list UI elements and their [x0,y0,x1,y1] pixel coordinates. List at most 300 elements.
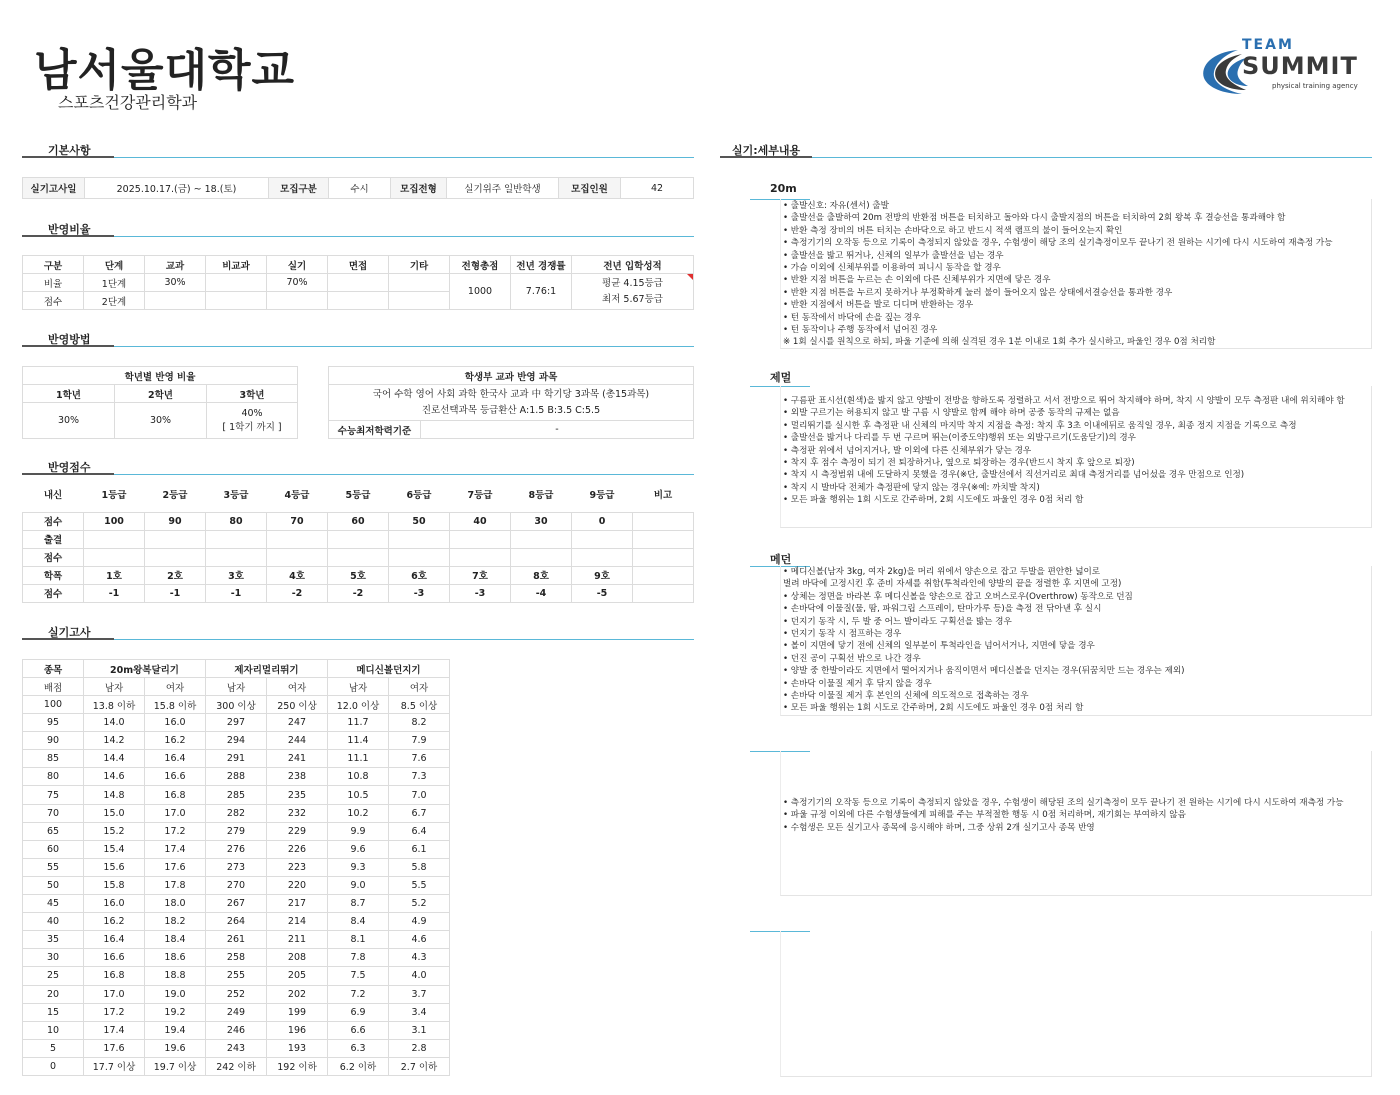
practical-record: 244 [267,732,328,750]
detail-ball-title: 메던 [770,553,792,566]
grade-score-note [633,512,694,530]
violence-score-cell: -5 [572,584,633,602]
practical-record: 16.6 [145,768,206,786]
section-ratio-line [22,236,694,237]
practical-record: 18.8 [145,967,206,985]
practical-record: 16.6 [84,949,145,967]
attendance-cell [389,530,450,548]
violence-score-cell: -1 [206,584,267,602]
score-table [22,484,694,603]
practical-record: 192 이하 [267,1057,328,1075]
attendance-score-note [633,548,694,566]
score-header: 9등급 [572,484,633,504]
practical-empty [450,1039,694,1057]
practical-record: 7.5 [328,967,389,985]
practical-record: 19.2 [145,1003,206,1021]
detail-empty-box [780,931,1372,1077]
practical-record: 7.2 [328,985,389,1003]
detail-rule-item: • 착지 후 점수 측정이 되기 전 퇴장하거나, 옆으로 퇴장하는 경우(반드시 착지 후 앞으로 퇴장) [783,458,1135,469]
practical-record: 300 이상 [206,696,267,714]
practical-record: 282 [206,804,267,822]
grade-score-cell: 0 [572,512,633,530]
practical-row [23,804,694,822]
practical-points: 10 [23,1021,84,1039]
attendance-score-cell [572,548,633,566]
practical-points: 25 [23,967,84,985]
detail-rule-item: • 구름판 표시선(흰색)을 밟지 않고 양발이 전방을 향하도록 정렬하고 서서 전방으로 뛰어 착지해야 하며, 착지 시 양발이 모두 측정판 내에 위치해야 함 [783,396,1345,406]
violence-level-cell: 1호 [84,566,145,584]
practical-record: 9.6 [328,840,389,858]
attendance-cell [206,530,267,548]
section-practical-underline [22,638,114,640]
practical-record: 2.7 이하 [389,1057,450,1075]
ratio-header: 비교과 [206,256,267,274]
violence-level-cell: 3호 [206,566,267,584]
violence-level-cell: 7호 [450,566,511,584]
attendance-cell [145,530,206,548]
subject-table [328,366,694,439]
practical-record: 18.0 [145,895,206,913]
grade-score-cell: 30 [511,512,572,530]
practical-row [23,985,694,1003]
practical-record: 288 [206,768,267,786]
section-detail-underline [720,156,812,158]
practical-points: 80 [23,768,84,786]
practical-record: 294 [206,732,267,750]
practical-row [23,931,694,949]
detail-rule-item: • 외발 구르기는 허용되지 않고 발 구름 시 양발로 함께 해야 하며 공중 동작의 규제는 없음 [783,408,1120,419]
detail-rule-item: • 출발선을 밟고 뛰거나, 신체의 일부가 출발선을 넘는 경우 [783,250,1004,261]
practical-record: 4.3 [389,949,450,967]
detail-rule-item: • 반환 지점에서 버튼을 발로 디디며 반환하는 경우 [783,300,974,311]
score-header: 4등급 [267,484,328,504]
grade-score-cell: 60 [328,512,389,530]
practical-points: 60 [23,840,84,858]
practical-record: 17.0 [84,985,145,1003]
practical-record: 4.0 [389,967,450,985]
practical-record: 273 [206,858,267,876]
practical-points: 100 [23,696,84,714]
ratio-empty [206,292,267,310]
practical-record: 12.0 이상 [328,696,389,714]
practical-record: 7.0 [389,786,450,804]
attendance-note [633,530,694,548]
practical-record: 7.8 [328,949,389,967]
violence-score-note [633,584,694,602]
practical-record: 205 [267,967,328,985]
practical-points: 40 [23,913,84,931]
detail-rule-item: • 턴 동작이나 주행 동작에서 넘어진 경우 [783,325,938,336]
attendance-score-cell [206,548,267,566]
ratio-row-label: 비율 [23,274,84,292]
subject-line-1: 국어 수학 영어 사회 과학 한국사 교과 中 학기당 3과목 (총15과목) [372,388,650,400]
ratio-subject: 30% [145,274,206,292]
violence-score-cell: -2 [267,584,328,602]
practical-record: 238 [267,768,328,786]
practical-record: 267 [206,895,267,913]
ratio-stage-1: 1단계 [84,274,145,292]
practical-record: 14.2 [84,732,145,750]
practical-record: 217 [267,895,328,913]
violence-score-label: 점수 [23,584,84,602]
violence-level-label: 학폭 [23,566,84,584]
practical-record: 220 [267,876,328,894]
violence-level-cell: 6호 [389,566,450,584]
detail-rule-item: • 착지 시 발바닥 전체가 측정판에 닿지 않는 경우(※예: 까치발 착지) [783,482,1040,493]
practical-row [23,895,694,913]
detail-rule-item: • 반환 지점 버튼을 누르는 손 이외에 다른 신체부위가 지면에 닿은 경우 [783,275,1051,286]
violence-level-cell: 2호 [145,566,206,584]
practical-record: 15.6 [84,858,145,876]
subject-line-2: 진로선택과목 등급환산 A:1.5 B:3.5 C:5.5 [421,404,601,416]
ratio-other [389,274,450,292]
ratio-empty [145,292,206,310]
year-ratio-title: 학년별 반영 비율 [23,367,298,385]
practical-record: 7.6 [389,750,450,768]
detail-run-box [780,199,1372,349]
practical-event-jump: 제자리멀리뛰기 [206,660,328,678]
practical-empty [450,804,694,822]
score-header: 7등급 [450,484,511,504]
ratio-header: 면접 [328,256,389,274]
practical-row [23,786,694,804]
practical-record: 6.9 [328,1003,389,1021]
practical-record: 199 [267,1003,328,1021]
score-header: 1등급 [84,484,145,504]
practical-points: 85 [23,750,84,768]
attendance-score-cell [84,548,145,566]
attendance-score-cell [328,548,389,566]
practical-record: 8.1 [328,931,389,949]
practical-event-run: 20m왕복달리기 [84,660,206,678]
practical-points: 90 [23,732,84,750]
grade-score-label: 점수 [23,512,84,530]
section-score-title: 반영점수 [48,461,91,474]
practical-record: 4.9 [389,913,450,931]
practical-points: 35 [23,931,84,949]
subject-title: 학생부 교과 반영 과목 [329,367,694,385]
attendance-score-cell [511,548,572,566]
detail-rule-item: • 멀리뛰기를 실시한 후 측정판 내 신체의 마지막 착지 지점을 측정: 착지 후 3초 이내에뒤로 움직일 경우, 최종 정지 지점을 기록으로 측정 [783,420,1297,431]
attendance-score-cell [389,548,450,566]
attendance-cell [572,530,633,548]
practical-record: 8.4 [328,913,389,931]
practical-points: 0 [23,1057,84,1075]
section-basic-underline [22,156,114,158]
ratio-table [22,255,694,310]
attendance-cell [511,530,572,548]
detail-rule-item: • 손바닥에 이물질(물, 땀, 파워그립 스프레이, 탄마가루 등)을 측정 전 닦아낸 후 실시 [783,604,1102,615]
detail-rule-item: • 측정판 위에서 넘어지거나, 발 이외에 다른 신체부위가 닿는 경우 [783,445,1032,456]
violence-level-note [633,566,694,584]
practical-empty [450,822,694,840]
detail-common-list [781,751,1371,834]
violence-level-cell: 8호 [511,566,572,584]
comment-marker-icon [687,274,693,280]
department-subtitle: 스포츠건강관리학과 [58,93,198,112]
attendance-score-cell [267,548,328,566]
detail-rule-item: • 모든 파울 행위는 1회 시도로 간주하며, 2회 시도에도 파울인 경우 0점 처리 함 [783,703,1084,714]
ratio-header: 교과 [145,256,206,274]
score-header: 5등급 [328,484,389,504]
detail-rule-item: • 상체는 정면을 바라본 후 메디신볼을 양손으로 잡고 오버스로우(Overthrow) 동작으로 던짐 [783,591,1133,602]
practical-row [23,732,694,750]
practical-empty [450,696,694,714]
practical-points: 70 [23,804,84,822]
csat-min-label: 수능최저학력기준 [329,421,421,439]
detail-jump-title: 제멀 [770,371,792,384]
practical-row [23,750,694,768]
practical-empty [450,985,694,1003]
practical-empty [450,895,694,913]
score-header: 2등급 [145,484,206,504]
practical-gender: 남자 [328,678,389,696]
practical-record: 14.4 [84,750,145,768]
practical-record: 7.3 [389,768,450,786]
practical-record: 196 [267,1021,328,1039]
year-header: 2학년 [115,385,207,403]
practical-event-label: 종목 [23,660,84,678]
practical-record: 17.4 [145,840,206,858]
practical-record: 258 [206,949,267,967]
practical-row [23,822,694,840]
practical-record: 7.9 [389,732,450,750]
practical-row [23,876,694,894]
practical-record: 208 [267,949,328,967]
ratio-practical: 70% [267,274,328,292]
detail-jump-box [780,386,1372,528]
practical-record: 15.2 [84,822,145,840]
practical-record: 11.7 [328,714,389,732]
practical-record: 2.8 [389,1039,450,1057]
logo-summit-text: SUMMIT [1242,52,1358,80]
practical-record: 10.5 [328,786,389,804]
detail-rule-item: • 출발선을 밟거나 다리를 두 번 구르며 뛰는(이중도약)행위 또는 외발구르기(도움닫기)의 경우 [783,433,1136,444]
practical-record: 16.0 [145,714,206,732]
practical-record: 252 [206,985,267,1003]
practical-empty [450,750,694,768]
practical-record: 19.0 [145,985,206,1003]
ratio-header: 기타 [389,256,450,274]
detail-jump-list [781,386,1371,507]
practical-row [23,1003,694,1021]
admission-type-label: 모집구분 [269,178,329,199]
detail-rule-item: • 수험생은 모든 실기고사 종목에 응시해야 하며, 그중 상위 2개 실기고사 종목 반영 [783,822,1095,833]
practical-record: 9.0 [328,876,389,894]
detail-rule-item: 벌려 바닥에 고정시킨 후 준비 자세를 취함(투척라인에 양발의 끝을 정렬한 후 지면에 고정) [783,579,1122,590]
practical-record: 16.2 [84,913,145,931]
admission-type-value: 수시 [329,178,391,199]
practical-record: 264 [206,913,267,931]
ratio-header: 전형총점 [450,256,511,274]
practical-row [23,967,694,985]
practical-event-ball: 메디신볼던지기 [328,660,450,678]
year-3-ratio: 40% [241,407,263,419]
ratio-row-label: 점수 [23,292,84,310]
section-basic-title: 기본사항 [48,144,91,157]
grade-score-cell: 100 [84,512,145,530]
practical-record: 16.2 [145,732,206,750]
practical-record: 270 [206,876,267,894]
ratio-header: 전년 경쟁률 [511,256,572,274]
practical-record: 247 [267,714,328,732]
practical-points-label: 배점 [23,678,84,696]
practical-record: 249 [206,1003,267,1021]
subject-desc [329,385,694,421]
practical-record: 15.8 [84,876,145,894]
practical-record: 246 [206,1021,267,1039]
practical-record: 6.3 [328,1039,389,1057]
detail-rule-item: • 반환 지점 버튼을 누르지 못하거나 부정확하게 눌러 불이 들어오지 않은 상태에서결승선을 통과한 경우 [783,287,1173,298]
practical-record: 15.4 [84,840,145,858]
practical-record: 193 [267,1039,328,1057]
practical-record: 235 [267,786,328,804]
practical-record: 243 [206,1039,267,1057]
practical-points: 20 [23,985,84,1003]
practical-record: 16.0 [84,895,145,913]
admission-count-label: 모집인원 [559,178,621,199]
detail-rule-item: • 손바닥 이물질 제거 후 닦지 않을 경우 [783,678,932,689]
practical-row [23,768,694,786]
practical-empty [450,660,694,678]
exam-date-label: 실기고사일 [23,178,85,199]
practical-record: 8.7 [328,895,389,913]
practical-record: 6.6 [328,1021,389,1039]
practical-points: 5 [23,1039,84,1057]
violence-score-cell: -1 [145,584,206,602]
practical-table [22,659,694,1076]
practical-points: 50 [23,876,84,894]
logo-swoosh-icon [1198,34,1380,98]
section-basic-line [22,157,694,158]
practical-record: 17.7 이상 [84,1057,145,1075]
section-detail-title: 실기:세부내용 [732,144,801,157]
practical-row [23,913,694,931]
practical-record: 255 [206,967,267,985]
attendance-score-cell [450,548,511,566]
practical-record: 223 [267,858,328,876]
logo-team-text: TEAM [1242,37,1294,53]
practical-record: 8.2 [389,714,450,732]
practical-empty [450,931,694,949]
practical-gender: 여자 [389,678,450,696]
grade-score-cell: 40 [450,512,511,530]
detail-rule-item: • 출발선을 출발하여 20m 전방의 반환점 버튼을 터치하고 돌아와 다시 출발지점의 버튼을 터치하여 2회 왕복 후 결승선을 통과해야 함 [783,213,1286,224]
practical-record: 211 [267,931,328,949]
practical-record: 6.2 이하 [328,1057,389,1075]
practical-record: 16.8 [145,786,206,804]
ratio-header: 전년 입학성적 [572,256,694,274]
grade-score-cell: 90 [145,512,206,530]
practical-record: 18.6 [145,949,206,967]
practical-row [23,1021,694,1039]
detail-rule-item: • 반환 측정 장비의 버튼 터치는 손바닥으로 하고 반드시 적색 램프의 불이 들어오는지 확인 [783,225,1123,236]
logo-tagline-text: physical training agency [1272,82,1358,90]
practical-record: 4.6 [389,931,450,949]
practical-record: 17.2 [84,1003,145,1021]
violence-level-cell: 4호 [267,566,328,584]
practical-record: 3.4 [389,1003,450,1021]
section-score-underline [22,473,114,475]
admission-count-value: 42 [621,178,694,199]
practical-record: 3.7 [389,985,450,1003]
ratio-header: 구분 [23,256,84,274]
ratio-header: 실기 [267,256,328,274]
section-method-underline [22,345,114,347]
practical-record: 11.1 [328,750,389,768]
admission-track-value: 실기위주 일반학생 [447,178,559,199]
practical-record: 19.7 이상 [145,1057,206,1075]
practical-record: 232 [267,804,328,822]
detail-rule-item: • 메디신볼(남자 3kg, 여자 2kg)을 머리 위에서 양손으로 잡고 두발을 편안한 넓이로 [783,567,1101,577]
violence-level-cell: 5호 [328,566,389,584]
practical-row [23,1039,694,1057]
practical-record: 250 이상 [267,696,328,714]
practical-record: 3.1 [389,1021,450,1039]
ratio-header: 단계 [84,256,145,274]
practical-record: 17.6 [84,1039,145,1057]
practical-record: 5.8 [389,858,450,876]
detail-rule-item: • 양발 중 한발이라도 지면에서 떨어지거나 움직이면서 메디신볼을 던지는 경우(뒤꿈치만 드는 경우는 제외) [783,666,1185,677]
ratio-empty [328,292,389,310]
practical-record: 276 [206,840,267,858]
detail-ball-list [781,566,1371,715]
practical-points: 95 [23,714,84,732]
detail-rule-item: • 파울 규정 이외에 다른 수험생들에게 피해를 주는 부적절한 행동 시 0점 처리하며, 재기회는 부여하지 않음 [783,810,1186,821]
year-2-ratio: 30% [115,403,207,439]
practical-record: 242 이하 [206,1057,267,1075]
practical-points: 65 [23,822,84,840]
ratio-interview [328,274,389,292]
practical-empty [450,949,694,967]
detail-common-box [780,751,1372,896]
score-header: 3등급 [206,484,267,504]
practical-record: 9.3 [328,858,389,876]
attendance-score-label: 점수 [23,548,84,566]
admission-track-label: 모집전형 [391,178,447,199]
practical-record: 19.4 [145,1021,206,1039]
exam-date-value: 2025.10.17.(금) ~ 18.(토) [85,178,269,199]
practical-points: 45 [23,895,84,913]
practical-points: 75 [23,786,84,804]
practical-row [23,858,694,876]
practical-gender: 남자 [206,678,267,696]
practical-record: 214 [267,913,328,931]
detail-rule-item: ※ 1회 실시를 원칙으로 하되, 파울 기준에 의해 실격된 경우 1분 이내로 1회 추가 실시하고, 파울인 경우 0점 처리함 [783,337,1216,348]
practical-points: 55 [23,858,84,876]
practical-row [23,696,694,714]
csat-min-value: - [421,421,694,439]
practical-record: 14.8 [84,786,145,804]
detail-rule-item: • 던진 공이 구획선 밖으로 나간 경우 [783,653,921,664]
detail-rule-item: • 측정기기의 오작동 등으로 기록이 측정되지 않았을 경우, 수험생이 해당 조의 실기측정이모두 끝나기 전 원하는 시기에 다시 시도하여 재측정 가능 [783,238,1333,249]
score-spacer [23,504,694,512]
violence-score-cell: -1 [84,584,145,602]
practical-empty [450,858,694,876]
practical-record: 16.4 [145,750,206,768]
practical-empty [450,732,694,750]
section-ratio-title: 반영비율 [48,223,91,236]
practical-empty [450,913,694,931]
section-ratio-underline [22,235,114,237]
section-detail-line [720,157,1372,158]
practical-record: 18.4 [145,931,206,949]
violence-level-cell: 9호 [572,566,633,584]
practical-record: 16.4 [84,931,145,949]
practical-gender: 여자 [145,678,206,696]
ratio-empty [267,292,328,310]
practical-record: 6.1 [389,840,450,858]
